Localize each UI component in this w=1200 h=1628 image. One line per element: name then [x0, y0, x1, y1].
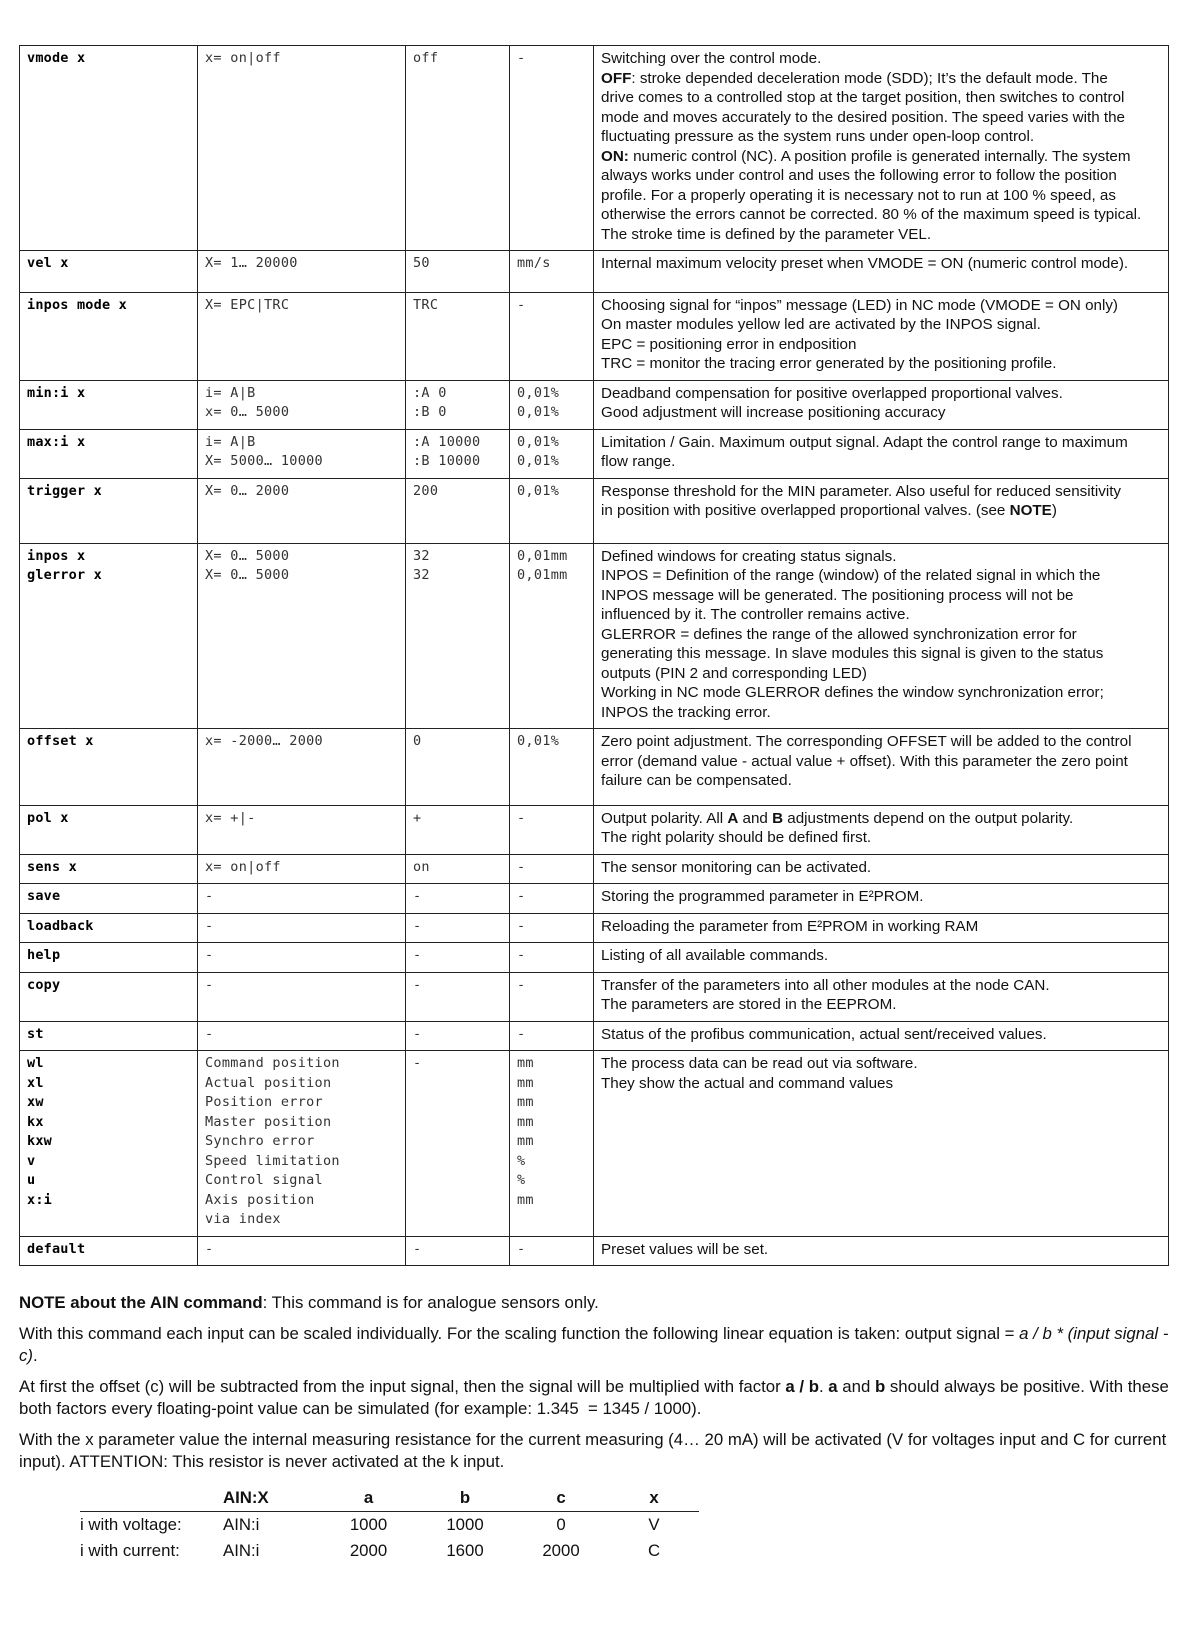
unit-line: mm/s [517, 255, 551, 271]
command-line: wl [27, 1055, 44, 1071]
description-line: generating this message. In slave modules this signal is given to the status [601, 645, 1104, 662]
input-line: x= -2000… 2000 [205, 733, 323, 749]
command-line: sens x [27, 858, 77, 875]
command-cell [20, 729, 198, 806]
default-cell [406, 1051, 510, 1237]
description-line: profile. For a properly operating it is necessary not to run at 100 % speed, as [601, 186, 1116, 204]
note-heading-paragraph: NOTE about the AIN command: This command is for analogue sensors only. [19, 1293, 599, 1312]
ain-cell: 0 [556, 1515, 566, 1534]
default-line: + [413, 809, 422, 826]
command-cell [20, 854, 198, 884]
input-line: - [205, 976, 214, 993]
description-cell [594, 543, 1169, 729]
default-line: 32 [413, 567, 430, 583]
note-attention-paragraph: With the x parameter value the internal measuring resistance for the current measuring (4… 20 mA) will be activated (V for voltages input and C for current input). ATTENTION: This resistor is never activated at the k input. [19, 1429, 1167, 1471]
unit-cell [510, 1236, 594, 1266]
ain-header-cell [80, 1485, 223, 1512]
command-line: kxw [27, 1133, 52, 1149]
command-line: max:i x [27, 433, 86, 450]
input-line: Speed limitation [205, 1152, 340, 1169]
unit-cell [510, 292, 594, 380]
input-line: via index [205, 1211, 281, 1227]
input-line: x= 0… 5000 [205, 404, 290, 420]
ain-cell: 1600 [446, 1541, 484, 1560]
command-line: v [27, 1152, 36, 1169]
command-line: vmode x [27, 50, 86, 66]
description-line: outputs (PIN 2 and corresponding LED) [601, 664, 867, 682]
description-line: OFF: stroke depended deceleration mode (SDD); It’s the default mode. The [601, 69, 1108, 87]
table-row [20, 292, 1169, 380]
input-line: Control signal [205, 1172, 323, 1188]
input-line: X= 0… 5000 [205, 567, 290, 583]
description-line: INPOS = Definition of the range (window) of the related signal in which the [601, 567, 1101, 584]
unit-cell [510, 429, 594, 478]
command-line: x:i [27, 1191, 52, 1208]
ain-header-cell: b [417, 1485, 513, 1512]
input-line: - [205, 888, 214, 904]
command-line: loadback [27, 917, 94, 934]
command-line: xw [27, 1094, 44, 1110]
description-cell [594, 46, 1169, 251]
input-line: - [205, 1240, 214, 1257]
command-line: help [27, 947, 61, 963]
command-cell [20, 380, 198, 429]
ain-header-row [80, 1485, 699, 1512]
command-cell [20, 913, 198, 943]
description-line: Deadband compensation for positive overlapped proportional valves. [601, 384, 1063, 402]
unit-line: mm [517, 1074, 534, 1091]
description-cell [594, 805, 1169, 854]
ain-header-cell: x [609, 1485, 699, 1512]
unit-line: - [517, 917, 526, 934]
input-cell [198, 251, 406, 293]
description-cell [594, 1051, 1169, 1237]
table-row [20, 805, 1169, 854]
ain-cell: V [648, 1515, 660, 1534]
input-cell [198, 1021, 406, 1051]
unit-line: - [517, 296, 526, 313]
description-cell [594, 854, 1169, 884]
description-line: Good adjustment will increase positioning accuracy [601, 404, 946, 421]
default-line: 50 [413, 255, 430, 271]
input-cell [198, 292, 406, 380]
description-cell [594, 729, 1169, 806]
description-line: failure can be compensated. [601, 772, 792, 789]
table-row [20, 913, 1169, 943]
unit-line: - [517, 1240, 526, 1257]
table-row [20, 543, 1169, 729]
unit-line: % [517, 1172, 526, 1188]
table-row [20, 478, 1169, 543]
ain-example-table [80, 1485, 699, 1564]
input-cell [198, 429, 406, 478]
default-cell [406, 729, 510, 806]
description-line: The right polarity should be defined first. [601, 829, 872, 846]
unit-cell [510, 913, 594, 943]
unit-cell [510, 884, 594, 914]
unit-line: - [517, 50, 526, 66]
input-line: X= 5000… 10000 [205, 453, 323, 469]
description-line: always works under control and uses the following error to follow the position [601, 167, 1117, 184]
command-cell [20, 292, 198, 380]
default-cell [406, 854, 510, 884]
default-line: on [413, 858, 430, 875]
input-line: - [205, 947, 214, 963]
command-line: inpos x [27, 547, 86, 564]
description-line: Zero point adjustment. The corresponding OFFSET will be added to the control [601, 733, 1132, 750]
default-line: - [413, 1240, 422, 1257]
description-line: EPC = positioning error in endposition [601, 335, 857, 353]
table-row [20, 943, 1169, 973]
unit-cell [510, 251, 594, 293]
unit-line: mm [517, 1133, 534, 1149]
description-line: Transfer of the parameters into all other modules at the node CAN. [601, 976, 1050, 994]
input-cell [198, 729, 406, 806]
default-line: 32 [413, 547, 430, 564]
unit-line: - [517, 947, 526, 963]
command-cell [20, 478, 198, 543]
command-line: pol x [27, 809, 69, 826]
description-line: Switching over the control mode. [601, 50, 822, 67]
unit-cell [510, 943, 594, 973]
default-line: 200 [413, 482, 439, 499]
input-line: i= A|B [205, 384, 256, 401]
input-cell [198, 913, 406, 943]
default-line: - [413, 1025, 422, 1042]
input-cell [198, 46, 406, 251]
input-line: x= on|off [205, 50, 281, 66]
ain-header-cell: c [513, 1485, 609, 1512]
description-line: On master modules yellow led are activated by the INPOS signal. [601, 316, 1041, 333]
ain-cell: 1000 [349, 1515, 388, 1534]
unit-line: mm [517, 1055, 534, 1071]
unit-line: 0,01% [517, 733, 560, 749]
input-cell [198, 1051, 406, 1237]
default-cell [406, 805, 510, 854]
command-line: trigger x [27, 482, 102, 499]
input-line: Position error [205, 1094, 323, 1110]
command-cell [20, 251, 198, 293]
description-cell [594, 380, 1169, 429]
ain-note-section [19, 1292, 1169, 1482]
default-line: TRC [413, 296, 439, 313]
description-cell [594, 251, 1169, 293]
description-line: Internal maximum velocity preset when VMODE = ON (numeric control mode). [601, 255, 1129, 272]
unit-line: mm [517, 1191, 534, 1208]
unit-line: 0,01% [517, 404, 560, 420]
description-line: in position with positive overlapped proportional valves. (see NOTE) [601, 502, 1057, 519]
description-line: Status of the profibus communication, actual sent/received values. [601, 1025, 1047, 1043]
unit-line: - [517, 976, 526, 993]
input-cell [198, 478, 406, 543]
description-line: flow range. [601, 453, 676, 470]
command-line: u [27, 1172, 36, 1188]
description-line: They show the actual and command values [601, 1074, 894, 1092]
ain-row [80, 1538, 699, 1564]
default-cell [406, 478, 510, 543]
default-cell [406, 380, 510, 429]
default-cell [406, 884, 510, 914]
unit-line: 0,01% [517, 384, 560, 401]
input-cell [198, 884, 406, 914]
command-cell [20, 543, 198, 729]
unit-cell [510, 805, 594, 854]
input-cell [198, 805, 406, 854]
command-line: offset x [27, 733, 94, 749]
unit-line: % [517, 1152, 526, 1169]
description-line: INPOS the tracking error. [601, 703, 771, 721]
input-line: Synchro error [205, 1133, 315, 1149]
command-line: min:i x [27, 384, 86, 401]
table-row [20, 429, 1169, 478]
unit-line: 0,01mm [517, 567, 568, 583]
input-cell [198, 972, 406, 1021]
description-line: ON: numeric control (NC). A position profile is generated internally. The system [601, 147, 1131, 165]
table-row [20, 1021, 1169, 1051]
command-cell [20, 1236, 198, 1266]
default-cell [406, 1021, 510, 1051]
description-line: Limitation / Gain. Maximum output signal. Adapt the control range to maximum [601, 433, 1128, 451]
parameter-table [19, 45, 1169, 1266]
note-offset-paragraph: At first the offset (c) will be subtracted from the input signal, then the signal will be multiplied with factor a / b. a and b should always be positive. With these both factors every floating-point value can be simulated (for example: 1.345 = 1345 / 1000). [19, 1376, 1169, 1418]
ain-header-cell: a [320, 1485, 417, 1512]
input-cell [198, 854, 406, 884]
ain-cell: AIN:i [223, 1541, 260, 1560]
command-line: vel x [27, 255, 69, 271]
description-line: Output polarity. All A and B adjustments depend on the output polarity. [601, 809, 1074, 827]
table-row [20, 1051, 1169, 1237]
input-line: X= 0… 2000 [205, 482, 290, 499]
unit-line: 0,01% [517, 482, 560, 499]
ain-cell: 2000 [349, 1541, 388, 1560]
note-equation-paragraph: With this command each input can be scaled individually. For the scaling function the following linear equation is taken: output signal = a / b * (input signal - c). [19, 1323, 1169, 1365]
input-line: X= 1… 20000 [205, 255, 298, 271]
unit-cell [510, 1021, 594, 1051]
default-cell [406, 943, 510, 973]
default-cell [406, 913, 510, 943]
description-line: GLERROR = defines the range of the allowed synchronization error for [601, 625, 1077, 643]
unit-line: 0,01mm [517, 547, 568, 564]
description-line: error (demand value - actual value + offset). With this parameter the zero point [601, 752, 1128, 770]
table-row [20, 1236, 1169, 1266]
description-line: Reloading the parameter from E²PROM in working RAM [601, 917, 979, 935]
table-row [20, 884, 1169, 914]
table-row [20, 251, 1169, 293]
description-line: Defined windows for creating status signals. [601, 547, 897, 565]
command-cell [20, 1021, 198, 1051]
input-line: i= A|B [205, 433, 256, 450]
description-cell [594, 1021, 1169, 1051]
input-line: Command position [205, 1055, 340, 1071]
ain-cell: C [647, 1541, 661, 1560]
unit-cell [510, 543, 594, 729]
command-line: st [27, 1025, 44, 1042]
description-line: Preset values will be set. [601, 1240, 769, 1258]
unit-cell [510, 380, 594, 429]
command-cell [20, 805, 198, 854]
command-cell [20, 46, 198, 251]
unit-cell [510, 46, 594, 251]
command-line: save [27, 888, 61, 904]
default-cell [406, 46, 510, 251]
ain-cell: i with voltage: [80, 1515, 182, 1534]
default-line: 0 [413, 733, 422, 749]
default-line: off [413, 50, 439, 66]
description-line: INPOS message will be generated. The positioning process will not be [601, 586, 1074, 604]
unit-line: - [517, 888, 526, 904]
command-line: inpos mode x [27, 296, 127, 313]
default-cell [406, 972, 510, 1021]
input-line: Actual position [205, 1074, 332, 1091]
ain-cell: AIN:i [223, 1515, 260, 1534]
unit-line: 0,01% [517, 433, 560, 450]
default-line: - [413, 917, 422, 934]
input-line: - [205, 1025, 214, 1042]
description-line: Storing the programmed parameter in E²PROM. [601, 888, 924, 905]
unit-line: mm [517, 1094, 534, 1110]
command-line: default [27, 1240, 86, 1257]
description-line: Response threshold for the MIN parameter. Also useful for reduced sensitivity [601, 482, 1122, 500]
unit-cell [510, 478, 594, 543]
description-line: mode and moves accurately to the desired position. The speed varies with the [601, 108, 1125, 126]
description-line: Working in NC mode GLERROR defines the window synchronization error; [601, 684, 1104, 701]
description-cell [594, 972, 1169, 1021]
input-cell [198, 380, 406, 429]
input-line: X= 0… 5000 [205, 547, 290, 564]
description-line: The sensor monitoring can be activated. [601, 858, 872, 876]
ain-cell: 2000 [542, 1541, 580, 1560]
default-cell [406, 292, 510, 380]
ain-header-cell: AIN:X [223, 1485, 320, 1512]
description-cell [594, 478, 1169, 543]
unit-cell [510, 1051, 594, 1237]
input-line: X= EPC|TRC [205, 296, 290, 313]
command-cell [20, 429, 198, 478]
input-cell [198, 543, 406, 729]
unit-cell [510, 729, 594, 806]
command-line: kx [27, 1113, 44, 1130]
default-line: - [413, 1055, 422, 1071]
default-line: :A 10000 [413, 433, 481, 450]
description-line: otherwise the errors cannot be corrected. 80 % of the maximum speed is typical. [601, 206, 1142, 223]
command-line: glerror x [27, 567, 102, 583]
description-cell [594, 884, 1169, 914]
input-cell [198, 943, 406, 973]
default-line: - [413, 888, 422, 904]
unit-line: mm [517, 1113, 534, 1130]
input-line: Master position [205, 1113, 332, 1130]
unit-line: 0,01% [517, 453, 560, 469]
table-row [20, 972, 1169, 1021]
description-line: Choosing signal for “inpos” message (LED) in NC mode (VMODE = ON only) [601, 296, 1118, 314]
description-line: TRC = monitor the tracing error generated by the positioning profile. [601, 355, 1057, 372]
default-line: - [413, 947, 422, 963]
command-line: copy [27, 976, 61, 993]
description-line: Listing of all available commands. [601, 947, 829, 964]
description-cell [594, 943, 1169, 973]
default-line: :B 0 [413, 404, 447, 420]
input-cell [198, 1236, 406, 1266]
description-line: fluctuating pressure as the system runs under open-loop control. [601, 128, 1035, 145]
default-cell [406, 1236, 510, 1266]
input-line: x= +|- [205, 809, 256, 826]
command-cell [20, 884, 198, 914]
description-line: The parameters are stored in the EEPROM. [601, 996, 897, 1013]
default-line: :B 10000 [413, 453, 481, 469]
input-line: - [205, 917, 214, 934]
description-cell [594, 292, 1169, 380]
description-line: drive comes to a controlled stop at the target position, then switches to control [601, 89, 1125, 106]
table-row [20, 729, 1169, 806]
input-line: Axis position [205, 1191, 315, 1208]
command-cell [20, 943, 198, 973]
command-cell [20, 1051, 198, 1237]
default-line: - [413, 976, 422, 993]
ain-row [80, 1512, 699, 1539]
default-cell [406, 251, 510, 293]
unit-cell [510, 972, 594, 1021]
description-cell [594, 1236, 1169, 1266]
default-cell [406, 429, 510, 478]
ain-cell: i with current: [80, 1541, 180, 1560]
table-row [20, 380, 1169, 429]
unit-line: - [517, 1025, 526, 1042]
default-cell [406, 543, 510, 729]
table-row [20, 46, 1169, 251]
description-line: The stroke time is defined by the parameter VEL. [601, 225, 932, 243]
command-line: xl [27, 1074, 44, 1091]
default-line: :A 0 [413, 384, 447, 401]
unit-cell [510, 854, 594, 884]
input-line: x= on|off [205, 858, 281, 875]
command-cell [20, 972, 198, 1021]
ain-cell: 1000 [446, 1515, 484, 1534]
description-cell [594, 429, 1169, 478]
description-line: The process data can be read out via software. [601, 1055, 918, 1072]
description-line: influenced by it. The controller remains active. [601, 606, 910, 623]
unit-line: - [517, 858, 526, 875]
unit-line: - [517, 809, 526, 826]
table-row [20, 854, 1169, 884]
description-cell [594, 913, 1169, 943]
